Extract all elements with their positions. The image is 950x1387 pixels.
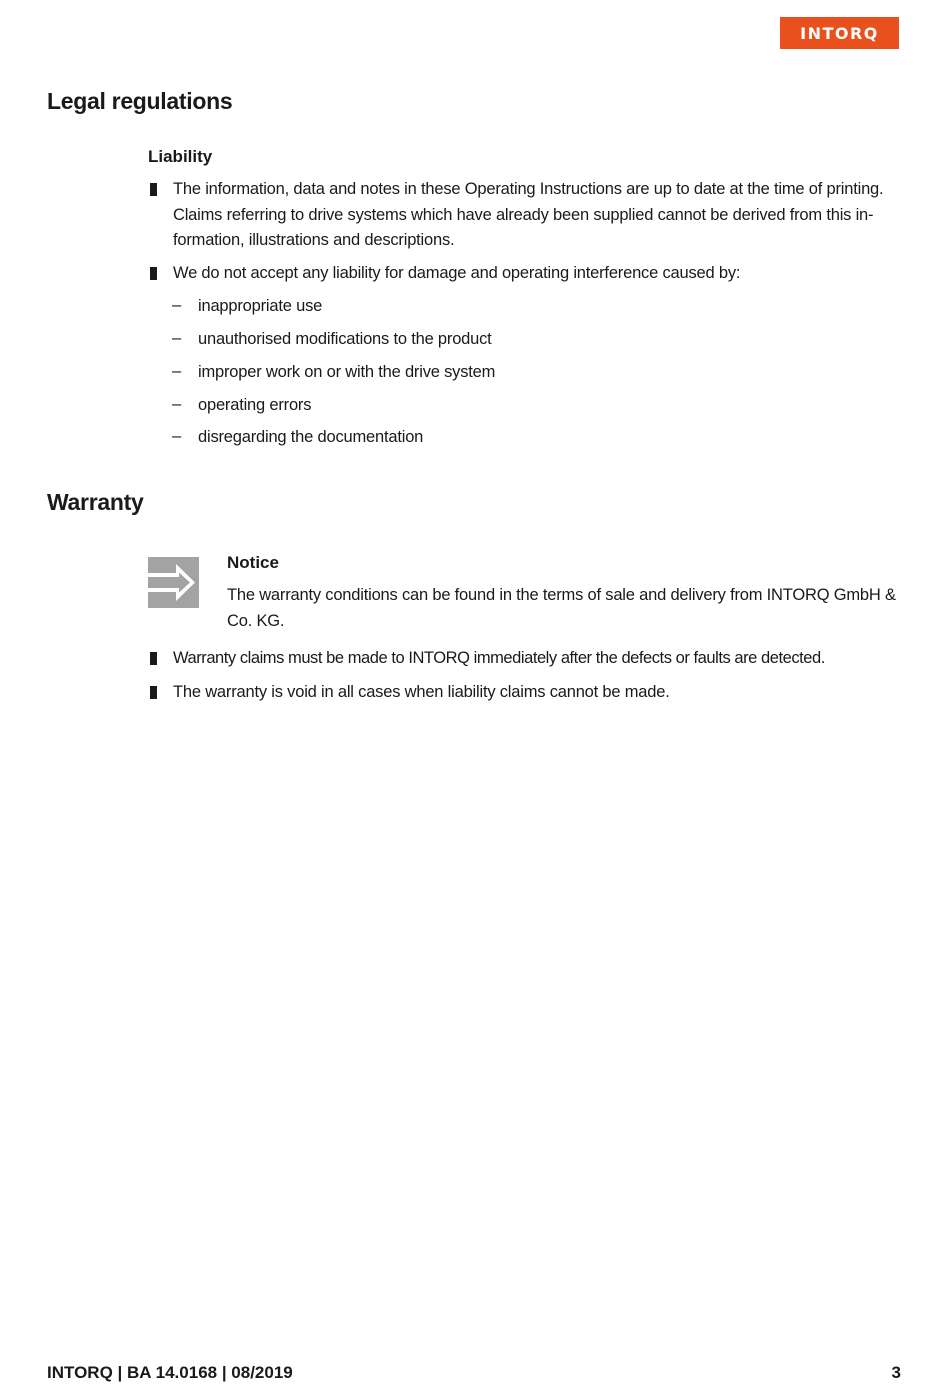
dash-item: unauthorised modifications to the product	[198, 330, 492, 348]
bullet-marker	[150, 686, 157, 699]
dash-marker: –	[172, 329, 182, 347]
dash-item: improper work on or with the drive system	[198, 363, 496, 381]
dash-marker: –	[172, 427, 182, 445]
warranty-bullet-1: Warranty claims must be made to INTORQ immediately after the defects or faults are detected.	[173, 649, 825, 667]
notice-text: The warranty conditions can be found in the terms of sale and delivery from INTORQ GmbH & Co. KG.	[227, 586, 896, 630]
notice-arrow-icon	[148, 557, 199, 608]
logo-text: INTORQ	[800, 23, 879, 43]
dash-marker: –	[172, 296, 182, 314]
footer-document-reference: INTORQ | BA 14.0168 | 08/2019	[47, 1363, 293, 1382]
dash-item: disregarding the documentation	[198, 428, 424, 446]
warranty-bullet-2: The warranty is void in all cases when liability claims cannot be made.	[173, 683, 670, 701]
dash-item: inappropriate use	[198, 297, 323, 315]
dash-marker: –	[172, 362, 182, 380]
intorq-logo	[780, 17, 899, 49]
liability-bullet-1: The information, data and notes in these Operating Instructions are up to date at the time of printing. Claims referring to drive systems which have already been supplied cannot be derived from this in-formation, illustrations and descriptions.	[173, 180, 884, 249]
liability-bullet-2: We do not accept any liability for damage and operating interference caused by:	[173, 264, 741, 282]
bullet-marker	[150, 183, 157, 196]
bullet-marker	[150, 267, 157, 280]
section-title-warranty: Warranty	[47, 489, 144, 515]
footer-page-number: 3	[891, 1363, 901, 1382]
dash-item: operating errors	[198, 396, 312, 414]
bullet-marker	[150, 652, 157, 665]
dash-marker: –	[172, 395, 182, 413]
liability-heading: Liability	[148, 147, 213, 166]
section-title-legal-regulations: Legal regulations	[47, 88, 233, 114]
notice-heading: Notice	[227, 553, 279, 572]
